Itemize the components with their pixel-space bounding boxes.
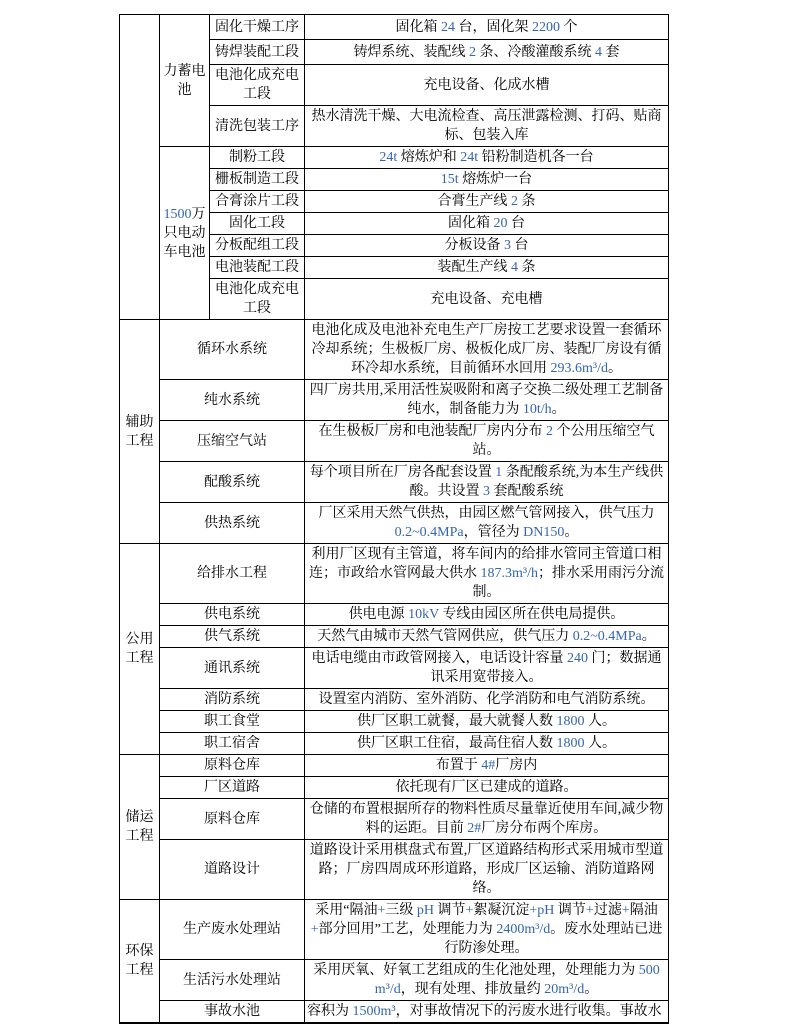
table-row xyxy=(120,626,669,648)
row-content: 道路设计采用棋盘式布置,厂区道路结构形式采用城市型道路；厂房四周成环形道路，形成厂区运输、消防道路网络。 xyxy=(305,840,669,900)
group-cell-empty xyxy=(120,15,160,320)
row-content: 采用“隔油+三级 pH 调节+絮凝沉淀+pH 调节+过滤+隔油+部分回用”工艺，处理能力为 2400m³/d。废水处理站已进行防渗处理。 xyxy=(305,900,669,960)
row-content: 在生极板厂房和电池装配厂房内分布 2 个公用压缩空气站。 xyxy=(305,421,669,462)
row-label: 电池化成充电工段 xyxy=(210,279,305,320)
subgroup-cell-ev-battery xyxy=(160,147,210,320)
row-content: 供电电源 10kV 专线由园区所在供电局提供。 xyxy=(305,604,669,626)
row-label: 纯水系统 xyxy=(160,380,305,421)
row-label: 供电系统 xyxy=(160,604,305,626)
table-row xyxy=(120,320,669,380)
table-row xyxy=(120,421,669,462)
row-label: 栅板制造工段 xyxy=(210,169,305,191)
subgroup-cell-power-battery xyxy=(160,15,210,147)
row-content: 设置室内消防、室外消防、化学消防和电气消防系统。 xyxy=(305,689,669,711)
row-label: 压缩空气站 xyxy=(160,421,305,462)
row-content: 电话电缆由市政管网接入，电话设计容量 240 门；数据通讯采用宽带接入。 xyxy=(305,648,669,689)
group-label: 公用工程 xyxy=(125,632,154,666)
table-row xyxy=(120,689,669,711)
table-row xyxy=(120,380,669,421)
row-label: 供热系统 xyxy=(160,503,305,544)
row-label: 厂区道路 xyxy=(160,777,305,799)
table-row xyxy=(120,799,669,840)
group-label: 环保工程 xyxy=(125,944,154,978)
table-row xyxy=(120,1001,669,1024)
row-content: 固化箱 20 台 xyxy=(305,213,669,235)
row-label: 分板配组工段 xyxy=(210,235,305,257)
row-content: 供厂区职工就餐，最大就餐人数 1800 人。 xyxy=(305,711,669,733)
table-row xyxy=(120,147,669,169)
group-cell-auxiliary xyxy=(120,320,160,544)
table-row xyxy=(120,733,669,755)
table-row xyxy=(120,648,669,689)
row-label: 职工宿舍 xyxy=(160,733,305,755)
row-label: 职工食堂 xyxy=(160,711,305,733)
row-label: 通讯系统 xyxy=(160,648,305,689)
row-content: 电池化成及电池补充电生产厂房按工艺要求设置一套循环冷却系统；生极板厂房、极板化成厂房、装配厂房设有循环冷却水系统，目前循环水回用 293.6m³/d。 xyxy=(305,320,669,380)
group-cell-public xyxy=(120,544,160,755)
table-row xyxy=(120,777,669,799)
row-content: 合膏生产线 2 条 xyxy=(305,191,669,213)
table-row xyxy=(120,900,669,960)
row-content: 天然气由城市天然气管网供应，供气压力 0.2~0.4MPa。 xyxy=(305,626,669,648)
row-label: 配酸系统 xyxy=(160,462,305,503)
row-content: 分板设备 3 台 xyxy=(305,235,669,257)
table-row xyxy=(120,503,669,544)
row-label: 电池装配工段 xyxy=(210,257,305,279)
row-label: 循环水系统 xyxy=(160,320,305,380)
row-content: 容积为 1500m³，对事故情况下的污废水进行收集。事故水 xyxy=(305,1001,669,1024)
table-row xyxy=(120,604,669,626)
row-content: 固化箱 24 台，固化架 2200 个 xyxy=(305,15,669,40)
table-row xyxy=(120,960,669,1001)
group-cell-environmental xyxy=(120,900,160,1024)
subgroup-label: 力蓄电池 xyxy=(163,63,206,98)
row-content: 铸焊系统、装配线 2 条、冷酸灌酸系统 4 套 xyxy=(305,40,669,65)
row-content: 依托现有厂区已建成的道路。 xyxy=(305,777,669,799)
row-label: 道路设计 xyxy=(160,840,305,900)
row-content: 供厂区职工住宿，最高住宿人数 1800 人。 xyxy=(305,733,669,755)
row-content: 24t 熔炼炉和 24t 铅粉制造机各一台 xyxy=(305,147,669,169)
row-label: 原料仓库 xyxy=(160,755,305,777)
row-label: 制粉工段 xyxy=(210,147,305,169)
group-label: 辅助工程 xyxy=(125,414,154,449)
row-label: 固化工段 xyxy=(210,213,305,235)
row-label: 清洗包装工序 xyxy=(210,106,305,147)
row-content: 15t 熔炼炉一台 xyxy=(305,169,669,191)
row-content: 布置于 4#厂房内 xyxy=(305,755,669,777)
table-row xyxy=(120,544,669,604)
row-content: 充电设备、化成水槽 xyxy=(305,65,669,106)
row-label: 给排水工程 xyxy=(160,544,305,604)
row-label: 铸焊装配工段 xyxy=(210,40,305,65)
table-row xyxy=(120,755,669,777)
row-content: 利用厂区现有主管道，将车间内的给排水管同主管道口相连；市政给水管网最大供水 187.3m³/h；排水采用雨污分流制。 xyxy=(305,544,669,604)
row-content: 热水清洗干燥、大电流检查、高压泄露检测、打码、贴商标、包装入库 xyxy=(305,106,669,147)
row-label: 事故水池 xyxy=(160,1001,305,1024)
project-composition-table xyxy=(119,14,669,1024)
row-label: 电池化成充电工段 xyxy=(210,65,305,106)
row-label: 生活污水处理站 xyxy=(160,960,305,1001)
table-row xyxy=(120,711,669,733)
subgroup-label: 1500万只电动车电池 xyxy=(163,206,206,260)
row-content: 仓储的布置根据所存的物料性质尽量靠近使用车间,减少物料的运距。目前 2#厂房分布两个库房。 xyxy=(305,799,669,840)
row-content: 装配生产线 4 条 xyxy=(305,257,669,279)
row-label: 原料仓库 xyxy=(160,799,305,840)
row-content: 厂区采用天然气供热，由园区燃气管网接入，供气压力 0.2~0.4MPa，管径为 DN150。 xyxy=(305,503,669,544)
table-row xyxy=(120,840,669,900)
group-cell-storage-transport xyxy=(120,755,160,900)
row-label: 固化干燥工序 xyxy=(210,15,305,40)
row-content: 充电设备、充电槽 xyxy=(305,279,669,320)
row-content: 采用厌氧、好氧工艺组成的生化池处理，处理能力为 500 m³/d，现有处理、排放量约 20m³/d。 xyxy=(305,960,669,1001)
row-label: 供气系统 xyxy=(160,626,305,648)
row-label: 消防系统 xyxy=(160,689,305,711)
row-content: 每个项目所在厂房各配套设置 1 条配酸系统,为本生产线供酸。共设置 3 套配酸系统 xyxy=(305,462,669,503)
table-row xyxy=(120,15,669,40)
row-content: 四厂房共用,采用活性炭吸附和离子交换二级处理工艺制备纯水，制备能力为 10t/h。 xyxy=(305,380,669,421)
row-label: 合膏涂片工段 xyxy=(210,191,305,213)
row-label: 生产废水处理站 xyxy=(160,900,305,960)
group-label: 储运工程 xyxy=(125,810,154,844)
table-row xyxy=(120,462,669,503)
